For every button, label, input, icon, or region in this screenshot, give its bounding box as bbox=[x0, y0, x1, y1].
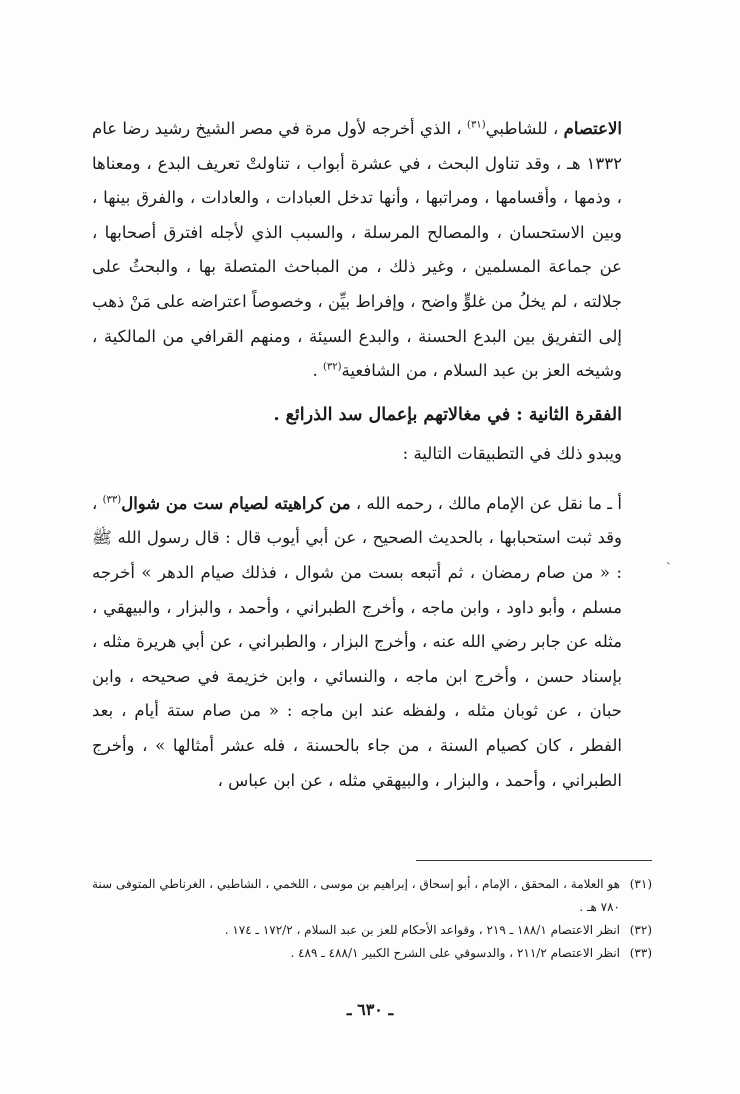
footnote-33 bbox=[92, 942, 652, 965]
footnotes-section bbox=[92, 860, 652, 965]
footnote-31 bbox=[92, 873, 652, 919]
paragraph-1-text-b: ، الذي أخرجه لأول مرة في مصر الشيخ رشيد رضا عام ١٣٣٢ هـ ، وقد تناول البحث ، في عشرة أبواب ، تناولتْ تعريف البدع ، ومعناها ، وذمها ، وأقسامها ، ومراتبها ، وأنها تدخل العبادات ، والعادات ، والفرق بينها ، وبين الاستحسان ، والمصالح المرسلة ، والسبب الذي لأجله افترق أصحابها ، عن جماعة المسلمين ، وغير ذلك ، من المباحث المتصلة بها ، والبحثُ على جلالته ، لم يخلُ من غلوٍّ واضح ، وإفراط بيِّن ، وخصوصاً اعتراضه على مَنْ ذهب إلى التفريق بين البدع الحسنة ، والبدع السيئة ، ومنهم القرافي من المالكية ، وشيخه العز بن عبد السلام ، من الشافعية bbox=[92, 119, 622, 381]
footnote-ref-31[interactable]: (٣١) bbox=[467, 119, 486, 131]
paragraph-1-text-c: . bbox=[312, 361, 323, 381]
paragraph-2 bbox=[92, 487, 652, 798]
footnote-number: (٣٣) bbox=[629, 946, 652, 960]
section-heading: الفقرة الثانية : في مغالاتهم بإعمال سد الذرائع . bbox=[273, 404, 622, 425]
footnote-text: هو العلامة ، المحقق ، الإمام ، أبو إسحاق ، إبراهيم بن موسى ، اللخمي ، الشاطبي ، الغرناطي المتوفى سنة ٧٨٠ هـ . bbox=[92, 877, 620, 914]
footnote-ref-33[interactable]: (٣٣) bbox=[102, 494, 122, 506]
paragraph-2-text-b: ، وقد ثبت استحبابها ، بالحديث الصحيح ، عن أبي أيوب قال : قال رسول الله ﷺ : « من صام رمضان ، ثم أتبعه بست من شوال ، فذلك صيام الدهر » أخرجه مسلم ، وأبو داود ، وابن ماجه ، وأخرج الطبراني ، وأحمد ، والبزار ، والبيهقي ، مثله عن جابر رضي الله عنه ، وأخرج البزار ، والطبراني ، عن أبي هريرة مثله ، بإسناد حسن ، وأخرج ابن ماجه ، والنسائي ، وابن خزيمة في صحيحه ، وابن حبان ، عن ثوبان مثله ، ولفظه عند ابن ماجه : « من صام ستة أيام ، بعد الفطر ، كان كصيام السنة ، من جاء بالحسنة ، فله عشر أمثالها » ، وأخرج الطبراني ، وأحمد ، والبزار ، والبيهقي مثله ، عن ابن عباس ، bbox=[92, 493, 622, 790]
margin-mark: ˋ bbox=[666, 561, 672, 575]
paragraph-2-bold-phrase: من كراهيته لصيام ست من شوال bbox=[121, 493, 351, 513]
footnote-divider bbox=[416, 860, 652, 861]
paragraph-2-text-a: أ ـ ما نقل عن الإمام مالك ، رحمه الله ، bbox=[350, 493, 622, 513]
paragraph-1 bbox=[92, 112, 652, 389]
intro-line: ويبدو ذلك في التطبيقات التالية : bbox=[402, 443, 622, 463]
footnote-number: (٣٢) bbox=[629, 923, 652, 937]
footnote-text: انظر الاعتصام ١٨٨/١ ـ ٢١٩ ، وقواعد الأحكام للعز بن عبد السلام ، ١٧٢/٢ ـ ١٧٤ . bbox=[224, 923, 620, 937]
paragraph-1-text-a: ، للشاطبي bbox=[485, 119, 564, 138]
footnote-32 bbox=[92, 919, 652, 942]
page-number: ـ ٦٣٠ ـ bbox=[346, 1000, 394, 1019]
footnote-ref-32[interactable]: (٣٢) bbox=[322, 361, 342, 373]
footnote-number: (٣١) bbox=[629, 877, 652, 891]
main-text bbox=[92, 112, 652, 798]
paragraph-1-bold-title: الاعتصام bbox=[563, 119, 622, 138]
footnote-text: انظر الاعتصام ٢١١/٢ ، والدسوقي على الشرح الكبير ٤٨٨/١ ـ ٤٨٩ . bbox=[290, 946, 620, 960]
